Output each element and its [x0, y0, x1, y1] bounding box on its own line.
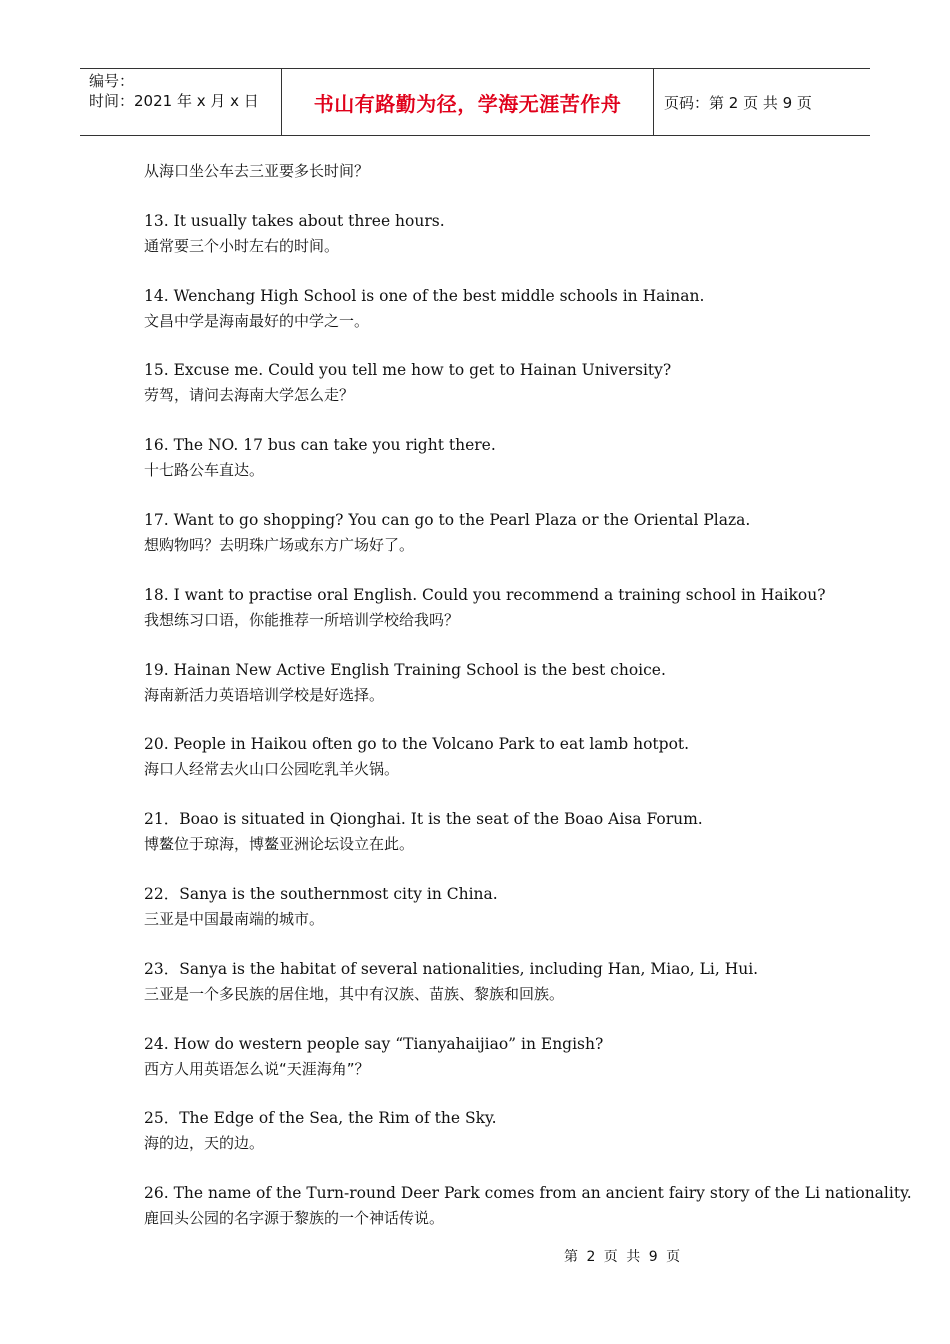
entry-block — [144, 284, 834, 334]
chinese-translation: 海口人经常去火山口公园吃乳羊火锅。 — [144, 760, 400, 779]
page-footer: 第 2 页 共 9 页 — [564, 1249, 683, 1265]
chinese-translation: 博鳌位于琼海，博鳌亚洲论坛设立在此。 — [144, 835, 415, 854]
english-sentence: 20. People in Haikou often go to the Volcano Park to eat lamb hotpot. — [144, 735, 690, 754]
number-label: 编号： — [89, 72, 135, 90]
english-sentence: 15. Excuse me. Could you tell me how to get to Hainan University? — [144, 361, 672, 380]
entry-gap — [144, 1082, 834, 1107]
entry-gap — [144, 1007, 834, 1032]
entry-block — [144, 508, 834, 558]
entry-gap — [144, 782, 834, 807]
entry-block — [144, 658, 834, 708]
english-sentence: 16. The NO. 17 bus can take you right there. — [144, 436, 496, 455]
entry-block — [144, 159, 834, 184]
entry-block — [144, 209, 834, 259]
entry-block — [144, 433, 834, 483]
entry-block — [144, 1032, 834, 1082]
english-sentence: 17. Want to go shopping? You can go to the Pearl Plaza or the Oriental Plaza. — [144, 510, 751, 529]
document-body — [144, 159, 912, 1231]
date-label: 时间：2021 年 x 月 x 日 — [89, 92, 259, 110]
english-sentence: 23．Sanya is the habitat of several nationalities, including Han, Miao, Li, Hui. — [144, 959, 759, 978]
entry-block — [144, 957, 834, 1007]
entry-gap — [144, 857, 834, 882]
entry-gap — [144, 633, 834, 658]
chinese-translation: 三亚是一个多民族的居住地，其中有汉族、苗族、黎族和回族。 — [144, 984, 565, 1003]
entry-gap — [144, 1156, 834, 1181]
chinese-translation: 想购物吗？去明珠广场或东方广场好了。 — [144, 535, 415, 554]
header-meta — [80, 69, 281, 135]
chinese-translation: 我想练习口语，你能推荐一所培训学校给我吗？ — [144, 610, 460, 629]
english-sentence: 22．Sanya is the southernmost city in China. — [144, 884, 498, 903]
page-header — [80, 68, 870, 136]
entry-block — [144, 358, 834, 408]
entry-block — [144, 882, 834, 932]
entry-gap — [144, 184, 834, 209]
chinese-translation: 劳驾，请问去海南大学怎么走？ — [144, 386, 355, 405]
chinese-translation: 海的边，天的边。 — [144, 1134, 265, 1153]
header-page-cell — [654, 69, 870, 135]
entry-block — [144, 807, 834, 857]
english-sentence: 18. I want to practise oral English. Could you recommend a training school in Haikou? — [144, 585, 826, 604]
entry-block — [144, 732, 834, 782]
entry-gap — [144, 558, 834, 583]
english-sentence: 26. The name of the Turn-round Deer Park comes from an ancient fairy story of the Li nationality. — [144, 1184, 912, 1203]
motto: 书山有路勤为径，学海无涯苦作舟 — [313, 91, 622, 116]
chinese-translation: 文昌中学是海南最好的中学之一。 — [144, 311, 370, 330]
chinese-translation: 从海口坐公车去三亚要多长时间？ — [144, 162, 370, 180]
english-sentence: 25．The Edge of the Sea, the Rim of the Sky. — [144, 1109, 497, 1128]
english-sentence: 13. It usually takes about three hours. — [144, 211, 445, 230]
english-sentence: 21．Boao is situated in Qionghai. It is the seat of the Boao Aisa Forum. — [144, 810, 703, 829]
entry-gap — [144, 483, 834, 508]
entry-gap — [144, 408, 834, 433]
chinese-translation: 三亚是中国最南端的城市。 — [144, 909, 325, 928]
chinese-translation: 十七路公车直达。 — [144, 461, 265, 480]
entry-gap — [144, 708, 834, 733]
entry-gap — [144, 259, 834, 284]
chinese-translation: 海南新活力英语培训学校是好选择。 — [144, 685, 385, 704]
chinese-translation: 鹿回头公园的名字源于黎族的一个神话传说。 — [144, 1209, 445, 1228]
english-sentence: 24. How do western people say “Tianyahaijiao” in Engish? — [144, 1034, 604, 1053]
entry-gap — [144, 334, 834, 359]
entry-gap — [144, 932, 834, 957]
header-motto-cell — [281, 69, 654, 135]
chinese-translation: 西方人用英语怎么说“天涯海角”？ — [144, 1059, 370, 1078]
entry-block — [144, 1106, 834, 1156]
entry-block — [144, 1181, 912, 1231]
entry-block — [144, 583, 834, 633]
page-label: 页码：第 2 页 共 9 页 — [664, 93, 812, 112]
english-sentence: 14. Wenchang High School is one of the best middle schools in Hainan. — [144, 286, 705, 305]
english-sentence: 19. Hainan New Active English Training School is the best choice. — [144, 660, 666, 679]
chinese-translation: 通常要三个小时左右的时间。 — [144, 236, 340, 255]
